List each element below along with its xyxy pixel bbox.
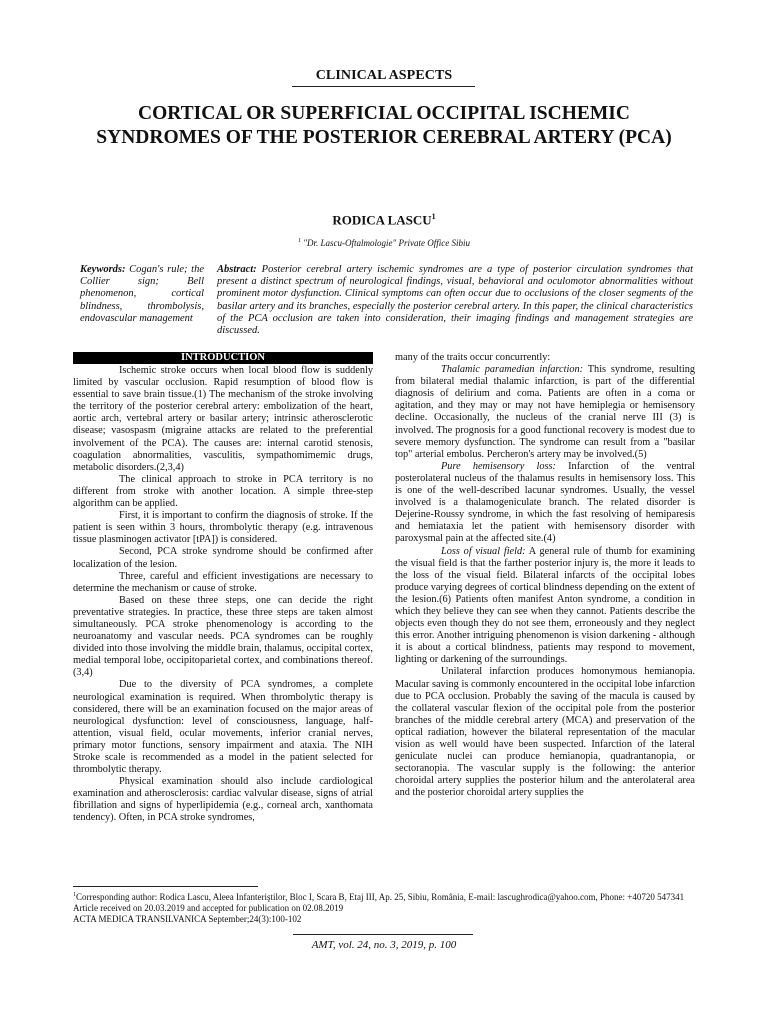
abstract-text: Posterior cerebral artery ischemic syndromes are a type of posterior circulation syndromes that present a distinct spectrum of neurological findings, visual, behavioral and oculomotor abnormalities without prominent motor dysfunction. Clinical symptoms can often occur due to occlusions of the closer segments of the basilar artery and its branches, especially the posterior cerebral artery. In this paper, the clinical characteristics of the PCA occlusion are taken into consideration, their imaging findings and management strategies are discussed. [217, 264, 693, 337]
introduction-heading: INTRODUCTION [73, 352, 373, 364]
author-name [0, 212, 768, 228]
thalamic-label: Thalamic paramedian infarction: [441, 364, 584, 376]
intro-paragraph-6: Based on these three steps, one can decide the right preventative strategies. In practice, these three steps are taken almost simultaneously. PCA stroke phenomenology is according to the neuroanatomy and vascular needs. PCA syndromes can be roughly divided into those involving the middle brain, thalamus, occipital cortex, medial temporal lobe, occipitoparietal cortex, and combinations thereof.(3,4) [73, 594, 373, 679]
keywords-text: Cogan's rule; the Collier sign; Bell phenomenon, cortical blindness, thrombolysis, endovascular management [80, 264, 204, 324]
author-text: RODICA LASCU [332, 212, 432, 228]
affiliation [0, 238, 768, 248]
right-paragraph-4: Unilateral infarction produces homonymous hemianopia. Macular saving is commonly encountered in the occipital lobe infarction due to PCA occlusion. Probably the saving of the macula is caused by the collateral vascular flexion of the occipital pole from the posterior branches of the middle cerebral artery (MCA) and preservation of the optical radiation, however the bilateral representation of the macular vision as well would have been suspected. Infarction of the lateral geniculate nuclei can produce hemianopia, quadrantanopia, or sectoranopia. The vascular supply is the following: the anterior choroidal artery supplies the posterior hilum and the anterolateral area and the posterior choroidal artery supplies the [395, 666, 695, 799]
corresponding-author [73, 890, 698, 903]
section-rule [292, 86, 475, 87]
right-paragraph-2 [395, 461, 695, 546]
hemisensory-label: Pure hemisensory loss: [441, 460, 556, 472]
thalamic-text: This syndrome, resulting from bilateral medial thalamic infarction, is part of the differential diagnosis of delirium and coma. Patients are often in a coma or agitation, and they may or may not have hemiplegia or hemisensory decline. Occasionally, the nucleus of the cranial nerve III (3) is involved. The prognosis for a good functional recovery is modest due to severe memory dysfunction. The syndrome can result from a "basilar top" arterial embolus. Percheron's artery may be involved.(5) [395, 364, 695, 460]
corr-superscript: 1 [73, 892, 76, 898]
right-column [395, 352, 695, 799]
affiliation-text: "Dr. Lascu-Oftalmologie" Private Office Sibiu [303, 238, 471, 248]
title-line-1: CORTICAL OR SUPERFICIAL OCCIPITAL ISCHEMIC [138, 103, 630, 124]
intro-paragraph-7: Due to the diversity of PCA syndromes, a complete neurological examination is required. When thrombolytic therapy is considered, there will be an examination focused on the major areas of neurological dysfunction: level of consciousness, language, half-attention, visual field, ocular movements, inferior cranial nerves, primary motor functions, sensory impairment and ataxia. The NIH Stroke scale is recommended as a model in the patient selected for thrombolytic therapy. [73, 679, 373, 776]
affiliation-superscript: 1 [297, 238, 301, 244]
right-paragraph-3 [395, 546, 695, 667]
intro-paragraph-5: Three, careful and efficient investigations are necessary to determine the mechanism or cause of stroke. [73, 570, 373, 594]
keywords-label: Keywords: [80, 264, 126, 275]
intro-paragraph-8: Physical examination should also include cardiological examination and atherosclerosis: cardiac valvular disease, signs of atrial fibrillation and signs of hyperlipidemia (e.g., corneal arch, xanthomata tendency). Often, in PCA stroke syndromes, [73, 776, 373, 824]
intro-paragraph-3: First, it is important to confirm the diagnosis of stroke. If the patient is seen within 3 hours, thrombolytic therapy (e.g. intravenous tissue plasminogen activator [tPA]) is considered. [73, 510, 373, 546]
intro-paragraph-1: Ischemic stroke occurs when local blood flow is suddenly limited by vascular occlusion. Rapid resumption of blood flow is essential to save brain tissue.(1) The mechanism of the stroke involving the territory of the posterior cerebral artery: embolization of the heart, aortic arch, vertebral artery or basilar artery; intrinsic atherosclerotic disease; vasospasm (migraine attacks are related to the preferential involvement of the PCA). The causes are: internal carotid stenosis, coagulation abnormalities, vasculitis, sympathomimemic drugs, metabolic disorders.(2,3,4) [73, 365, 373, 473]
page-number-rule [293, 934, 473, 935]
corr-text: Corresponding author: Rodica Lascu, Aleea Infanteriştilor, Bloc I, Scara B, Etaj III, Ap. 25, Sibiu, România, E-mail: lascughrodica@yahoo.com, Phone: +40720 547341 [76, 892, 685, 902]
footnote-block [73, 890, 698, 925]
intro-paragraph-2: The clinical approach to stroke in PCA territory is no different from stroke with another location. A simple three-step algorithm can be applied. [73, 473, 373, 510]
footnote-rule [73, 886, 258, 887]
left-column [73, 352, 373, 825]
article-title [40, 102, 728, 150]
keywords-block [80, 264, 204, 325]
intro-paragraph-4: Second, PCA stroke syndrome should be confirmed after localization of the lesion. [73, 546, 373, 570]
hemisensory-text: Infarction of the ventral posterolateral nucleus of the thalamus results in hemisensory loss. This is one of the well-described lacunar syndromes. Usually, the vessel involved is a thalamogeniculate branch. The related disorder is Dejerine-Roussy syndrome, in which the fast resolving of hemiparesis and hemiataxia let the patient with hemisensory disorder with paroxysmal pain at the affected site.(4) [395, 460, 696, 545]
section-heading: CLINICAL ASPECTS [315, 68, 453, 83]
visual-field-text: A general rule of thumb for examining the visual field is that the farther posterior injury is, the more it leads to the loss of the visual field. Bilateral infarcts of the occipital lobes produce varying degrees of cortical blindness depending on the extent of the lesion.(6) Patients often manifest Anton syndrome, a condition in which they believe they can see when they cannot. Patients describe the objects even though they do not see them, erroneously and they neglect this error. Another intriguing phenomenon is vision darkening - although it is about a cortical blindness, patients may respond to movement, lighting or darkening of the surroundings. [395, 545, 695, 666]
abstract-label: Abstract: [217, 264, 257, 275]
title-line-2: SYNDROMES OF THE POSTERIOR CEREBRAL ARTERY (PCA) [96, 127, 672, 148]
journal-citation: ACTA MEDICA TRANSILVANICA September;24(3):100-102 [73, 914, 302, 924]
visual-field-label: Loss of visual field: [441, 545, 526, 557]
page-number: AMT, vol. 24, no. 3, 2019, p. 100 [311, 939, 457, 951]
right-paragraph-0: many of the traits occur concurrently: [395, 352, 551, 363]
abstract-block [217, 264, 693, 337]
received-date: Article received on 20.03.2019 and accepted for publication on 02.08.2019 [73, 903, 344, 913]
right-paragraph-1 [395, 364, 695, 461]
author-superscript: 1 [431, 212, 436, 221]
